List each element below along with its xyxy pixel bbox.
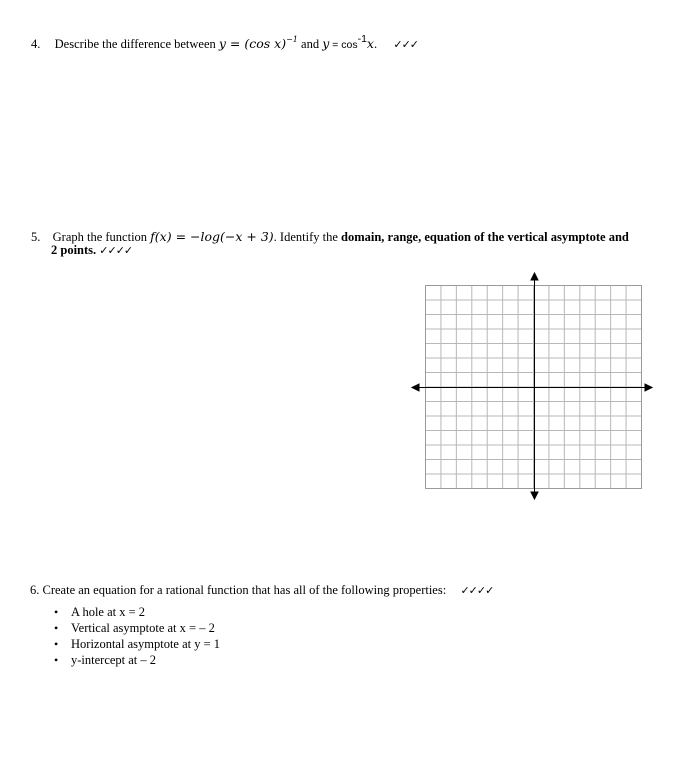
- question-5-function: f(x) = −log(−x + 3): [150, 229, 274, 244]
- question-5-line-2: [51, 243, 132, 258]
- property-text: Horizontal asymptote at y = 1: [71, 637, 221, 651]
- question-5-identify: . Identify the: [273, 230, 342, 244]
- y-axis: [531, 273, 538, 499]
- question-5-checkmarks: ✓✓✓✓: [99, 244, 133, 257]
- coordinate-grid: [410, 272, 670, 502]
- question-4-expression-2-cos: cos: [341, 39, 358, 51]
- question-4: [31, 33, 418, 52]
- list-item: [54, 636, 220, 652]
- x-axis-left-arrow-icon: [412, 384, 419, 391]
- question-4-period: .: [373, 37, 378, 51]
- question-4-exponent-2: -1: [357, 33, 367, 45]
- list-item: [54, 652, 220, 668]
- question-5-bold-line-1: domain, range, equation of the vertical asymptote and: [341, 230, 629, 244]
- question-6: [30, 583, 493, 598]
- property-text: y-intercept at – 2: [71, 653, 157, 667]
- property-text: Vertical asymptote at x = – 2: [71, 621, 215, 635]
- x-axis-right-arrow-icon: [645, 384, 652, 391]
- question-4-expression-2-x: x: [366, 36, 374, 51]
- question-4-expression-2-eq: =: [329, 39, 342, 51]
- question-4-text: Describe the difference between: [54, 37, 219, 51]
- question-4-expression-2-y: y: [322, 36, 330, 51]
- question-4-expression-1: y = (cos x): [218, 36, 287, 51]
- question-6-property-list: [54, 604, 220, 668]
- question-4-number: 4.: [31, 37, 41, 51]
- list-item: [54, 620, 220, 636]
- question-4-and: and: [297, 37, 323, 51]
- property-text: A hole at x = 2: [71, 605, 146, 619]
- list-item: [54, 604, 220, 620]
- question-5-bold-line-2: 2 points.: [51, 243, 97, 257]
- question-4-checkmarks: ✓✓✓: [393, 38, 419, 51]
- y-axis-down-arrow-icon: [531, 492, 538, 499]
- question-6-title: 6. Create an equation for a rational function that has all of the following properties:: [30, 583, 447, 597]
- x-axis: [412, 384, 652, 391]
- question-6-checkmarks: ✓✓✓✓: [460, 584, 494, 597]
- question-4-exponent-1: −1: [286, 35, 298, 44]
- y-axis-up-arrow-icon: [531, 273, 538, 280]
- bullet-icon: •: [54, 621, 59, 635]
- bullet-icon: •: [54, 653, 59, 667]
- bullet-icon: •: [54, 637, 59, 651]
- question-5-text: Graph the function: [52, 230, 151, 244]
- question-5-number: 5.: [31, 230, 41, 244]
- bullet-icon: •: [54, 605, 59, 619]
